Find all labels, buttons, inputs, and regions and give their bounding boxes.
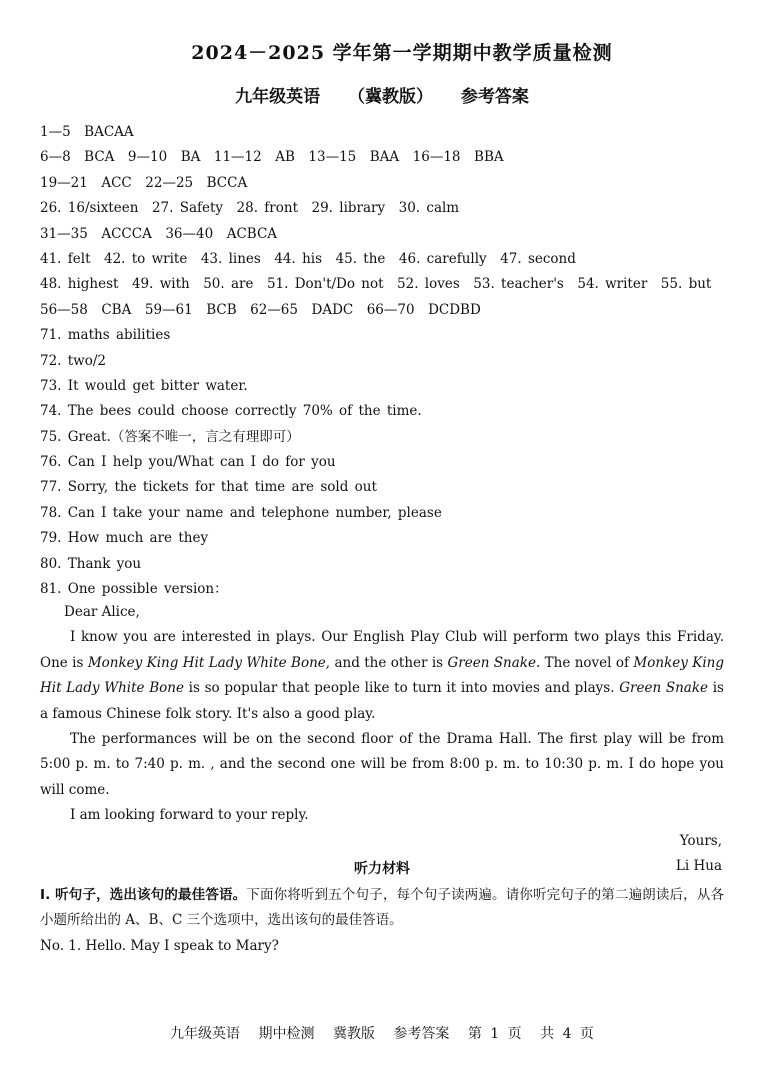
answer-line: 1—5 BACAA (40, 124, 134, 140)
letter-text: is so popular that people like to turn it into movies and plays. (188, 680, 615, 697)
play-title: Monkey King Hit Lady White Bone (87, 654, 326, 671)
answer-line: 19—21 ACC 22—25 BCCA (40, 174, 248, 191)
page-footer (0, 1023, 764, 1043)
answer-line: 41. felt 42. to write 43. lines 44. his 45. the 46. carefully 47. second (40, 250, 576, 267)
footer-doc-type: 参考答案 (393, 1026, 450, 1042)
play-title: Monkey King Hit Lady White Bone (40, 654, 724, 697)
answer-line: 74. The bees could choose correctly 70% of the time. (40, 403, 422, 420)
answer-line: 31—35 ACCCA 36—40 ACBCA (40, 225, 278, 242)
listening-heading: 听力材料 (354, 861, 410, 877)
letter-signature: Li Hua (675, 858, 722, 875)
letter-text: , and the other is (325, 654, 444, 671)
answer-list (40, 120, 730, 602)
answer-line: 79. How much are they (40, 530, 209, 547)
sample-letter (40, 600, 724, 879)
answer-line: 26. 16/sixteen 27. Safety 28. front 29. library 30. calm (40, 200, 460, 217)
edition-label: （冀教版） (348, 87, 433, 107)
letter-paragraph-1 (40, 625, 724, 727)
letter-paragraph-3: I am looking forward to your reply. (70, 807, 309, 824)
section-instructions (40, 883, 724, 934)
answer-line: 73. It would get bitter water. (40, 377, 248, 394)
answer-line: 56—58 CBA 59—61 BCB 62—65 DADC 66—70 DCDBD (40, 301, 481, 318)
listening-section (40, 883, 724, 959)
page-subtitle (0, 82, 764, 107)
letter-text: is a famous Chinese folk story. It's also a good play. (40, 680, 724, 722)
letter-text: . The novel of (535, 654, 630, 671)
answer-line: 72. two/2 (40, 352, 107, 369)
answer-line: 77. Sorry, the tickets for that time are sold out (40, 479, 377, 496)
answer-line: 80. Thank you (40, 555, 142, 572)
letter-salutation: Dear Alice, (64, 604, 140, 620)
answer-line: 75. Great.（答案不唯一，言之有理即可） (40, 428, 300, 445)
section-text: 下面你将听到五个句子，每个句子读两遍。请你听完句子的第二遍朗读后，从各小题所给出的 A、B、C 三个选项中，选出该句的最佳答语。 (40, 887, 724, 929)
footer-edition: 冀教版 (332, 1026, 375, 1042)
page-number: 第 1 页 (467, 1026, 522, 1042)
doc-type-label: 参考答案 (460, 87, 529, 107)
play-title: Green Snake (619, 680, 709, 697)
letter-paragraph-2: The performances will be on the second floor of the Drama Hall. The first play will be from 5:00 p. m. to 7:40 p. m. , and the second one will be from 8:00 p. m. to 10:30 p. m. I do hope you will come. (40, 731, 724, 798)
answer-line: 6—8 BCA 9—10 BA 11—12 AB 13—15 BAA 16—18 BBA (40, 149, 504, 166)
answer-line: 71. maths abilities (40, 327, 171, 344)
answer-line: 76. Can I help you/What can I do for you (40, 454, 336, 471)
footer-subject: 九年级英语 (170, 1026, 241, 1042)
section-title: Ⅰ. 听句子，选出该句的最佳答语。 (40, 887, 247, 903)
page-total: 共 4 页 (540, 1026, 594, 1042)
play-title: Green Snake (447, 654, 536, 671)
grade-subject: 九年级英语 (235, 87, 321, 107)
answer-line: 81. One possible version： (40, 581, 228, 598)
listening-question: No. 1. Hello. May I speak to Mary? (40, 937, 279, 954)
answer-line: 48. highest 49. with 50. are 51. Don't/Do not 52. loves 53. teacher's 54. writer 55. but (40, 276, 712, 293)
letter-text: I know you are interested in plays. Our English Play Club will perform two plays this Friday. One is (40, 629, 724, 671)
letter-closing: Yours, (679, 832, 722, 849)
footer-exam: 期中检测 (258, 1026, 315, 1042)
answer-line: 78. Can I take your name and telephone number, please (40, 504, 442, 521)
page-title: 2024－2025 学年第一学期期中教学质量检测 (191, 42, 613, 64)
